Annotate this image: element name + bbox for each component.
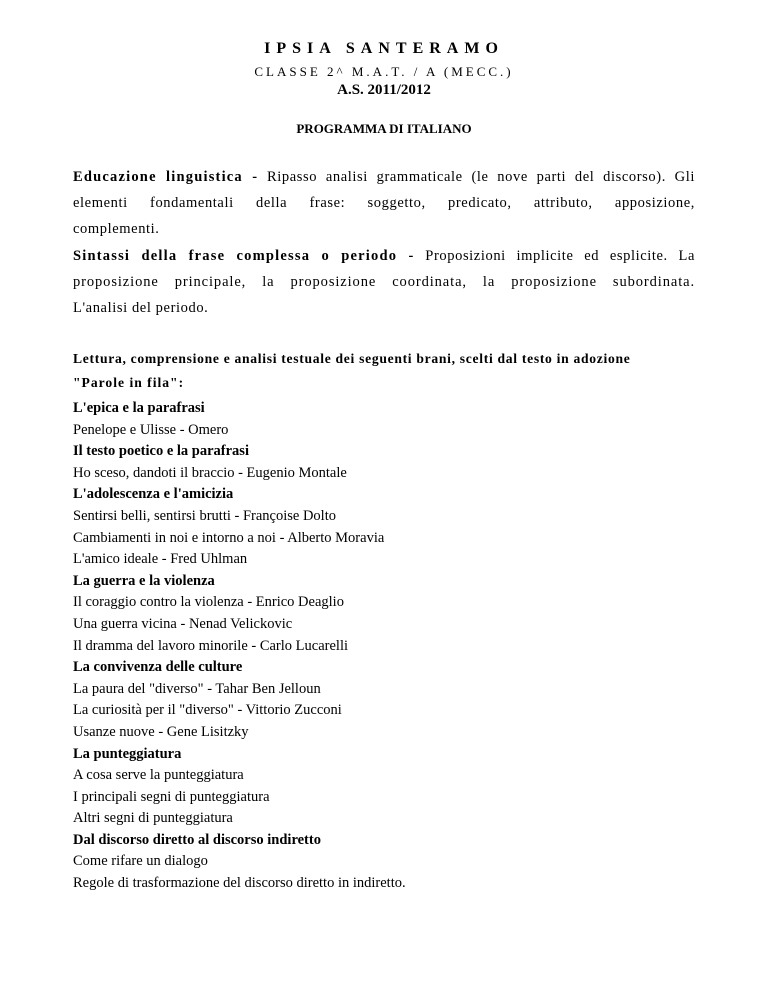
reading-item: L'amico ideale - Fred Uhlman xyxy=(73,551,248,568)
reading-topic-heading: L'epica e la parafrasi xyxy=(73,400,205,416)
reading-topic-heading: La convivenza delle culture xyxy=(73,659,243,676)
reading-item: Una guerra vicina - Nenad Velickovic xyxy=(73,615,293,632)
section-lettura xyxy=(73,346,695,396)
section-educazione-linguistica xyxy=(73,164,695,242)
section-text: Ripasso analisi grammaticale (le nove parti del discorso). Gli xyxy=(266,169,695,185)
section-line: Lettura, comprensione e analisi testuale dei seguenti brani, scelti dal testo in adozione xyxy=(73,351,631,366)
document-title: PROGRAMMA DI ITALIANO xyxy=(296,121,472,136)
reading-topic-heading: La guerra e la violenza xyxy=(73,572,215,589)
section-line: elementi fondamentali della frase: soggetto, predicato, attributo, apposizione, xyxy=(73,195,695,211)
section-sintassi xyxy=(73,243,695,321)
section-line xyxy=(73,164,695,190)
class-name: CLASSE 2^ M.A.T. / A (MECC.) xyxy=(254,64,514,79)
reading-item: Altri segni di punteggiatura xyxy=(73,810,233,827)
school-name: IPSIA SANTERAMO xyxy=(264,40,504,57)
reading-list xyxy=(73,398,695,895)
reading-item: A cosa serve la punteggiatura xyxy=(73,767,244,784)
reading-item: Usanze nuove - Gene Lisitzky xyxy=(73,723,249,740)
reading-topic-heading: Dal discorso diretto al discorso indiretto xyxy=(73,831,321,848)
reading-item: Penelope e Ulisse - Omero xyxy=(73,421,229,438)
section-lead: Sintassi della frase complessa o periodo - xyxy=(73,248,415,264)
reading-item: Cambiamenti in noi e intorno a noi - Alberto Moravia xyxy=(73,529,385,546)
section-lead: Educazione linguistica - xyxy=(73,169,259,185)
reading-item: Ho sceso, dandoti il braccio - Eugenio Montale xyxy=(73,464,347,481)
section-line: proposizione principale, la proposizione coordinata, la proposizione subordinata. xyxy=(73,274,695,290)
reading-item: Sentirsi belli, sentirsi brutti - Françoise Dolto xyxy=(73,507,336,524)
school-year: A.S. 2011/2012 xyxy=(337,82,431,98)
reading-item: I principali segni di punteggiatura xyxy=(73,788,270,805)
reading-item: La paura del "diverso" - Tahar Ben Jelloun xyxy=(73,680,321,697)
section-line: "Parole in fila": xyxy=(73,375,185,390)
section-line: complementi. xyxy=(73,221,160,237)
section-line xyxy=(73,243,695,269)
reading-item: Il dramma del lavoro minorile - Carlo Lucarelli xyxy=(73,637,348,654)
reading-item: Regole di trasformazione del discorso diretto in indiretto. xyxy=(73,875,406,892)
reading-item: Il coraggio contro la violenza - Enrico Deaglio xyxy=(73,594,344,611)
reading-topic-heading: Il testo poetico e la parafrasi xyxy=(73,443,249,460)
reading-item: Come rifare un dialogo xyxy=(73,853,208,870)
reading-item: La curiosità per il "diverso" - Vittorio Zucconi xyxy=(73,702,342,719)
reading-topic-heading: La punteggiatura xyxy=(73,745,182,762)
section-line: L'analisi del periodo. xyxy=(73,300,209,316)
reading-topic-heading: L'adolescenza e l'amicizia xyxy=(73,486,234,503)
section-text: Proposizioni implicite ed esplicite. La xyxy=(425,248,695,264)
